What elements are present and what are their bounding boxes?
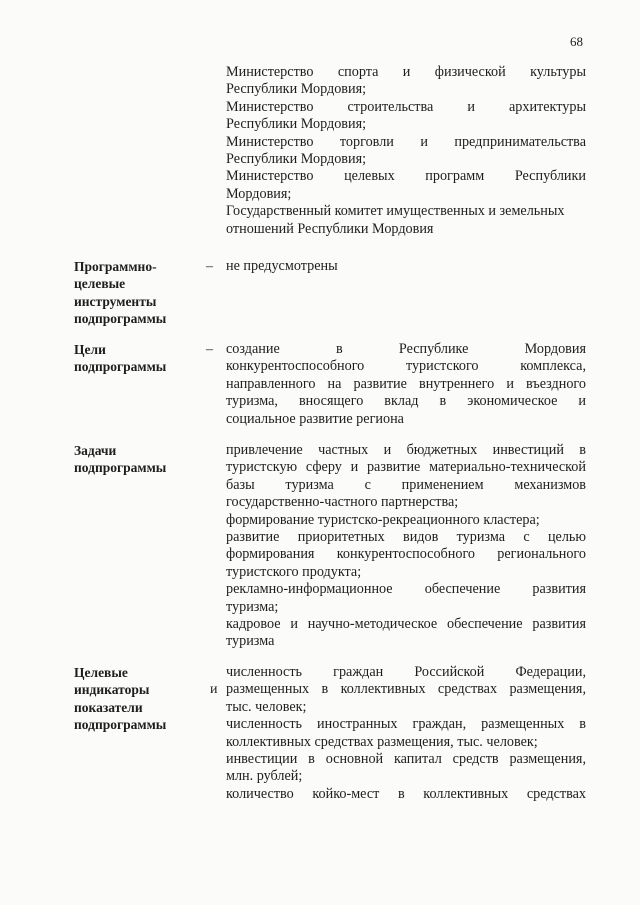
section-content	[226, 442, 586, 651]
label-line: показатели	[74, 699, 143, 715]
text-line: Мордовия;	[226, 185, 292, 202]
label-line: инструменты	[74, 293, 157, 309]
text-line: численность граждан Российской Федерации,	[226, 664, 586, 680]
text-line: туристскую сферу и развитие материально-технической	[226, 459, 586, 476]
text-line: Республики Мордовия;	[226, 81, 367, 98]
text-line: количество койко-мест в коллективных средствах	[226, 785, 586, 802]
text-line: размещенных в коллективных средствах размещения,	[226, 681, 586, 698]
section-label	[74, 442, 204, 477]
label-line: индикаторы	[74, 682, 150, 698]
text-line: базы туризма с применением механизмов	[226, 476, 586, 493]
text-line: туризма, вносящего вклад в экономическое и	[226, 393, 586, 410]
text-line: туризма	[226, 633, 275, 650]
text-line: создание в Республике Мордовия	[226, 341, 586, 357]
text-line: направленного на развитие внутреннего и въездного	[226, 375, 586, 392]
section-label	[74, 664, 204, 734]
label-line: Программно-	[74, 259, 157, 274]
text-line: Министерство строительства и архитектуры	[226, 98, 586, 115]
page-number: 68	[570, 34, 583, 49]
dash-separator: –	[206, 259, 213, 274]
text-line: туризма;	[226, 598, 279, 615]
text-line: инвестиции в основной капитал средств размещения,	[226, 751, 586, 768]
section-content	[226, 341, 586, 428]
label-line: подпрограммы	[74, 460, 167, 476]
executors-continuation	[226, 64, 586, 238]
section-label	[74, 341, 204, 376]
dash-separator: –	[206, 342, 213, 357]
label-line: Задачи	[74, 443, 117, 458]
text-line: Министерство спорта и физической культуры	[226, 64, 586, 80]
label-line: Целевые	[74, 665, 128, 680]
label-line: подпрограммы	[74, 359, 167, 375]
label-line: целевые	[74, 276, 126, 292]
section-label	[74, 258, 204, 328]
label-line: Цели	[74, 342, 106, 357]
text-line: формирования конкурентоспособного регионального	[226, 546, 586, 563]
text-line: Министерство торговли и предпринимательства	[226, 133, 586, 150]
text-line: Министерство целевых программ Республики	[226, 168, 586, 185]
label-line: подпрограммы	[74, 717, 167, 733]
text-line: Республики Мордовия;	[226, 116, 367, 133]
text-line: государственно-частного партнерства;	[226, 494, 459, 511]
conjunction-and: и	[210, 682, 218, 697]
section-content	[226, 664, 586, 803]
text-line: социальное развитие региона	[226, 410, 404, 427]
text-line: формирование туристско-рекреационного кластера;	[226, 511, 540, 528]
text-line: отношений Республики Мордовия	[226, 220, 434, 237]
text-line: тыс. человек;	[226, 698, 307, 715]
text-line: млн. рублей;	[226, 768, 303, 785]
section-content	[226, 258, 586, 275]
text-line: рекламно-информационное обеспечение развития	[226, 581, 586, 598]
text-line: Государственный комитет имущественных и земельных	[226, 203, 565, 220]
label-line: подпрограммы	[74, 311, 167, 327]
text-line: не предусмотрены	[226, 258, 338, 274]
text-line: Республики Мордовия;	[226, 151, 367, 168]
text-line: туристского продукта;	[226, 563, 362, 580]
text-line: конкурентоспособного туристского комплекса,	[226, 358, 586, 375]
text-line: привлечение частных и бюджетных инвестиций в	[226, 442, 586, 458]
text-line: коллективных средствах размещения, тыс. человек;	[226, 733, 538, 750]
text-line: численность иностранных граждан, размещенных в	[226, 716, 586, 733]
text-line: кадровое и научно-методическое обеспечение развития	[226, 616, 586, 633]
text-line: развитие приоритетных видов туризма с целью	[226, 529, 586, 546]
